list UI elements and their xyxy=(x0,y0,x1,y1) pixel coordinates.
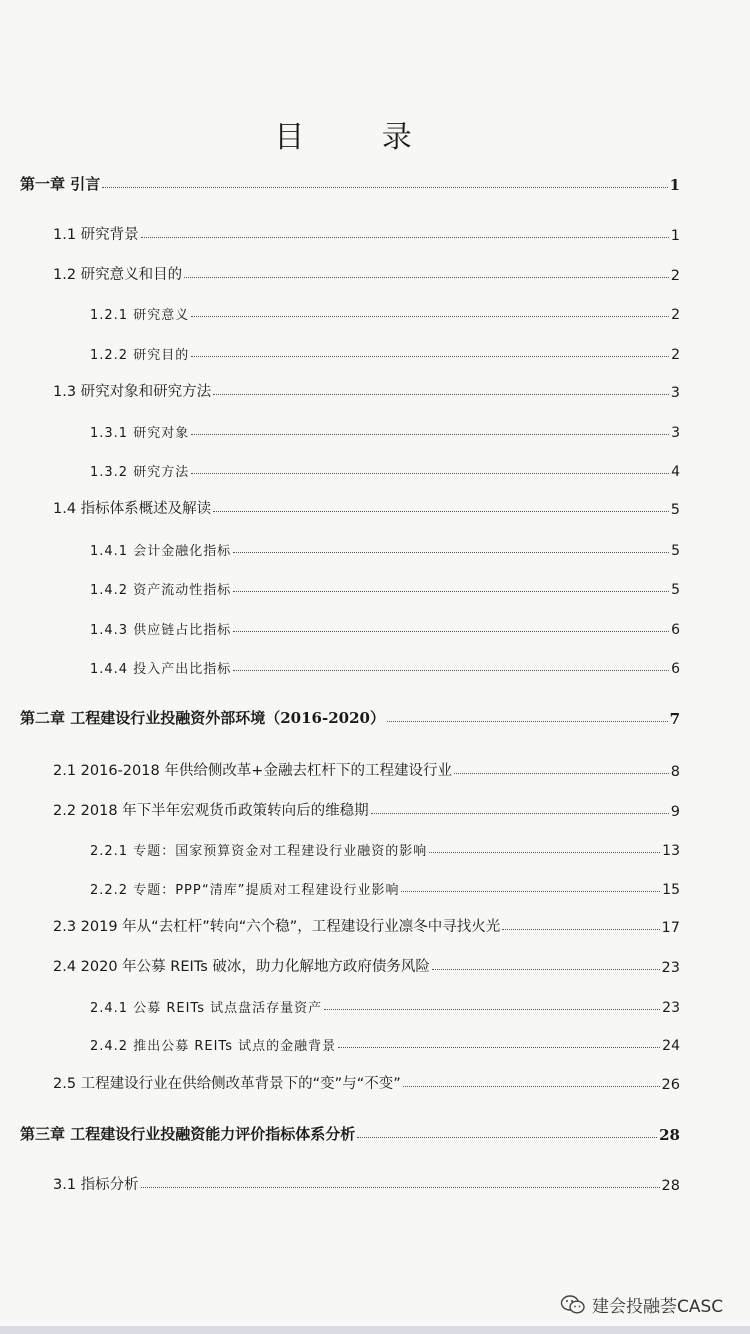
toc-entry-label: 1.4.1 会计金融化指标 xyxy=(90,544,232,559)
dot-leader xyxy=(502,929,659,930)
toc-entry-page: 6 xyxy=(671,661,680,677)
toc-entry-page: 28 xyxy=(659,1126,680,1144)
toc-entry-page: 5 xyxy=(671,543,680,559)
toc-entry-page: 28 xyxy=(661,1178,680,1194)
toc-entry-label: 2.2.1 专题：国家预算资金对工程建设行业融资的影响 xyxy=(90,844,428,859)
toc-entry-page: 2 xyxy=(671,347,680,363)
dot-leader xyxy=(184,277,669,278)
dot-leader xyxy=(233,591,669,592)
page-title: 目 录 xyxy=(274,120,446,155)
toc-entry[interactable] xyxy=(53,756,680,780)
bottom-edge xyxy=(0,1326,750,1334)
toc-entry-label: 2.4 2020 年公募 REITs 破冰，助力化解地方政府债务风险 xyxy=(53,959,430,975)
toc-entry-page: 3 xyxy=(671,425,680,441)
toc-entry[interactable] xyxy=(53,260,680,284)
toc-entry-label: 1.1 研究背景 xyxy=(53,227,139,243)
toc-entry-page: 24 xyxy=(662,1038,680,1054)
dot-leader xyxy=(338,1047,660,1048)
toc-entry-page: 3 xyxy=(670,385,680,401)
toc-entry-label: 1.2 研究意义和目的 xyxy=(53,267,183,283)
dot-leader xyxy=(324,1009,660,1010)
toc-entry[interactable] xyxy=(90,299,680,323)
toc-entry-label: 1.3 研究对象和研究方法 xyxy=(53,384,212,400)
toc-entry[interactable] xyxy=(53,796,680,820)
toc-entry-label: 2.2.2 专题：PPP“清库”提质对工程建设行业影响 xyxy=(90,883,400,898)
toc-entry-page: 8 xyxy=(670,764,680,780)
toc-entry-label: 2.3 2019 年从“去杠杆”转向“六个稳”，工程建设行业凛冬中寻找火光 xyxy=(53,919,501,935)
dot-leader xyxy=(432,969,660,970)
toc-entry[interactable] xyxy=(90,1030,680,1054)
toc-entry-label: 2.2 2018 年下半年宏观货币政策转向后的维稳期 xyxy=(53,803,369,819)
toc-entry[interactable] xyxy=(90,339,680,363)
dot-leader xyxy=(191,434,669,435)
dot-leader xyxy=(357,1137,657,1138)
wechat-icon xyxy=(560,1294,586,1316)
toc-entry-page: 17 xyxy=(661,920,680,936)
toc-entry-page: 1 xyxy=(670,228,680,244)
dot-leader xyxy=(191,356,669,357)
dot-leader xyxy=(141,1187,660,1188)
toc-entry[interactable] xyxy=(53,1069,680,1093)
toc-entry-page: 23 xyxy=(662,1000,680,1016)
toc-entry[interactable] xyxy=(90,835,680,859)
toc-entry-page: 5 xyxy=(671,582,680,598)
dot-leader xyxy=(429,852,660,853)
toc-entry[interactable] xyxy=(53,494,680,518)
toc-entry-page: 7 xyxy=(669,710,680,728)
toc-entry-page: 15 xyxy=(662,882,680,898)
toc-entry-page: 5 xyxy=(670,502,680,518)
dot-leader xyxy=(403,1086,660,1087)
toc-entry-label: 2.4.1 公募 REITs 试点盘活存量资产 xyxy=(90,1001,323,1016)
toc-entry-label: 1.4 指标体系概述及解读 xyxy=(53,501,212,517)
toc-entry[interactable] xyxy=(90,653,680,677)
toc-entry-page: 4 xyxy=(671,464,680,480)
toc-entry-label: 1.4.2 资产流动性指标 xyxy=(90,583,232,598)
toc-entry-label: 1.2.2 研究目的 xyxy=(90,348,190,363)
dot-leader xyxy=(233,552,669,553)
toc-entry-page: 2 xyxy=(671,307,680,323)
dot-leader xyxy=(141,237,669,238)
toc-entry-page: 1 xyxy=(669,176,680,194)
dot-leader xyxy=(387,721,668,722)
toc-entry[interactable] xyxy=(53,912,680,936)
toc-entry-label: 1.3.1 研究对象 xyxy=(90,426,190,441)
toc-entry[interactable] xyxy=(90,992,680,1016)
toc-entry-page: 9 xyxy=(670,804,680,820)
toc-entry[interactable] xyxy=(53,1170,680,1194)
dot-leader xyxy=(213,394,669,395)
toc-entry-label: 2.1 2016-2018 年供给侧改革+金融去杠杆下的工程建设行业 xyxy=(53,763,452,779)
toc-entry-page: 6 xyxy=(671,622,680,638)
dot-leader xyxy=(191,473,669,474)
watermark-text: 建会投融荟CASC xyxy=(592,1297,724,1317)
dot-leader xyxy=(233,631,669,632)
toc-entry-label: 2.4.2 推出公募 REITs 试点的金融背景 xyxy=(90,1039,337,1054)
toc-entry-label: 1.3.2 研究方法 xyxy=(90,465,190,480)
toc-entry-page: 26 xyxy=(661,1077,680,1093)
toc-entry[interactable] xyxy=(90,574,680,598)
toc-entry-label: 1.4.3 供应链占比指标 xyxy=(90,623,232,638)
toc-entry[interactable] xyxy=(53,220,680,244)
toc-entry-label: 2.5 工程建设行业在供给侧改革背景下的“变”与“不变” xyxy=(53,1076,401,1092)
toc-entry[interactable] xyxy=(53,952,680,976)
toc-entry-label: 第一章 引言 xyxy=(20,175,101,193)
toc-entry-label: 第三章 工程建设行业投融资能力评价指标体系分析 xyxy=(20,1125,356,1143)
toc-entry[interactable] xyxy=(90,417,680,441)
toc-entry-label: 1.4.4 投入产出比指标 xyxy=(90,662,232,677)
toc-entry[interactable] xyxy=(90,614,680,638)
dot-leader xyxy=(213,511,669,512)
dot-leader xyxy=(371,813,669,814)
dot-leader xyxy=(454,773,669,774)
toc-entry[interactable] xyxy=(20,704,680,728)
toc-entry-label: 第二章 工程建设行业投融资外部环境（2016-2020） xyxy=(20,709,385,727)
toc-entry-page: 2 xyxy=(670,268,680,284)
dot-leader xyxy=(102,187,667,188)
toc-entry-page: 13 xyxy=(662,843,680,859)
toc-entry-label: 3.1 指标分析 xyxy=(53,1177,139,1193)
dot-leader xyxy=(233,670,669,671)
watermark xyxy=(560,1292,723,1317)
toc-entry[interactable] xyxy=(20,170,680,194)
toc-entry[interactable] xyxy=(53,377,680,401)
dot-leader xyxy=(401,891,660,892)
toc-entry[interactable] xyxy=(90,456,680,480)
toc-entry[interactable] xyxy=(90,535,680,559)
toc-entry[interactable] xyxy=(20,1120,680,1144)
toc-entry[interactable] xyxy=(90,874,680,898)
dot-leader xyxy=(191,316,669,317)
toc-entry-page: 23 xyxy=(661,960,680,976)
toc-entry-label: 1.2.1 研究意义 xyxy=(90,308,190,323)
